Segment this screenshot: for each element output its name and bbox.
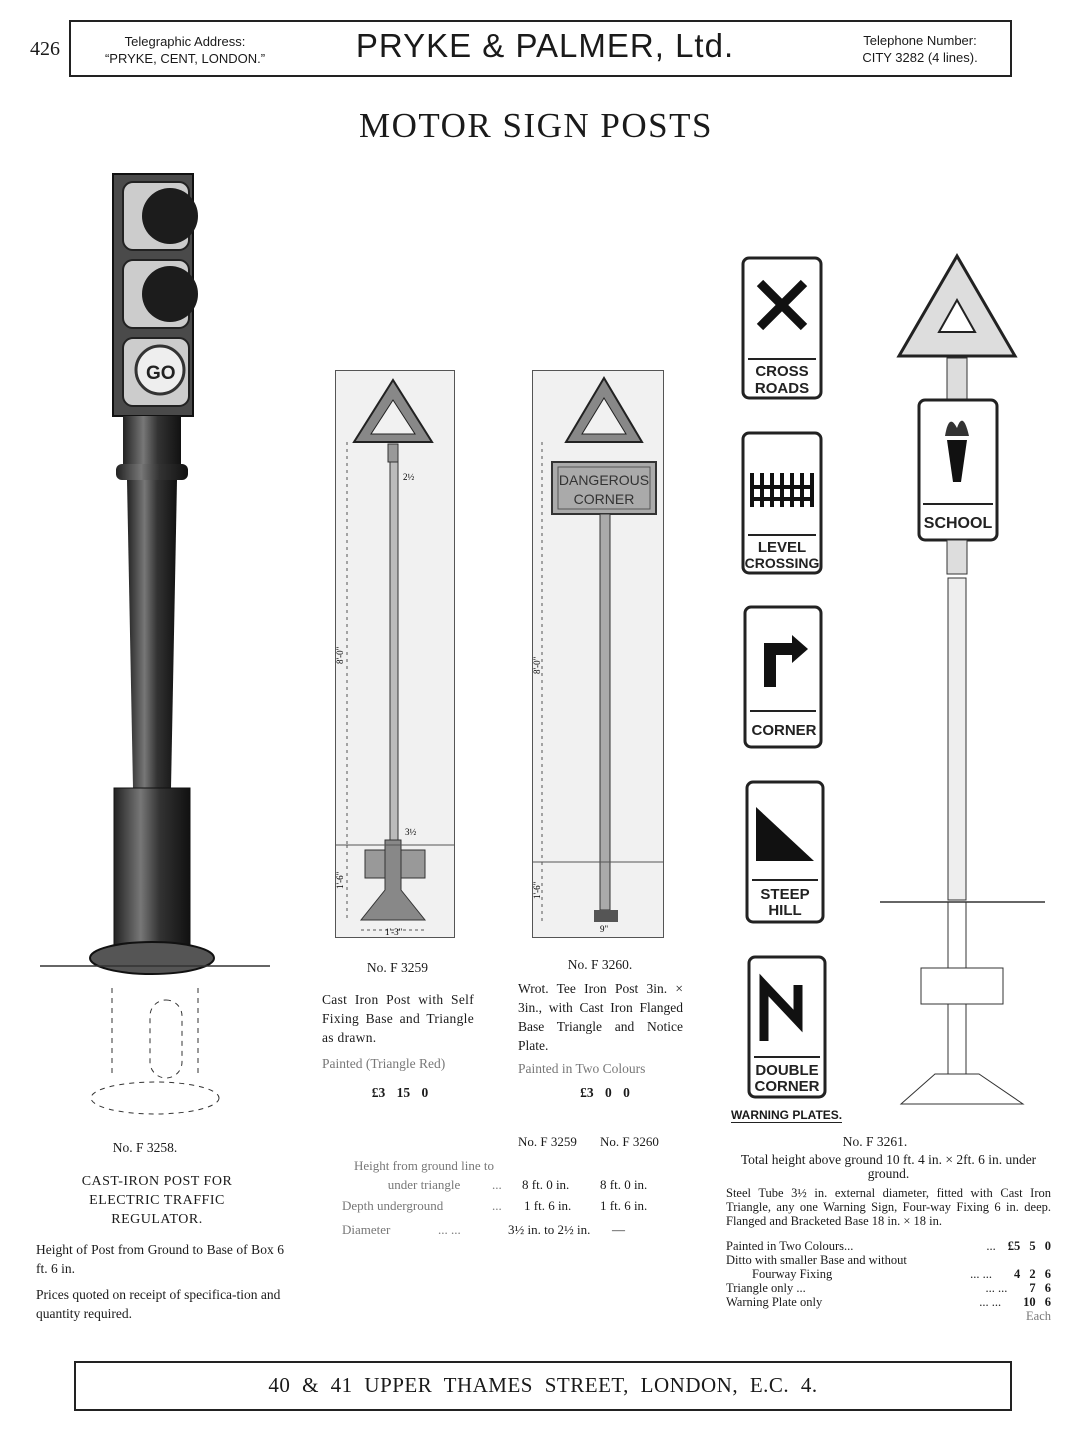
spec-row-v2: 1 ft. 6 in.	[600, 1198, 648, 1213]
cross-roads-text-1: CROSS	[755, 363, 809, 380]
spec-row-v2: 8 ft. 0 in.	[600, 1177, 648, 1192]
price-dots: ... ...	[985, 1281, 1008, 1295]
f3261-height: Total height above ground 10 ft. 4 in. × 2ft. 6 in. under ground.	[740, 1152, 1037, 1181]
dim-e2: 1'-6"	[532, 881, 542, 899]
telephone	[835, 32, 1005, 66]
f3259-number: No. F 3259	[366, 960, 429, 975]
sign-corner: CORNER	[573, 491, 635, 507]
page-number: 426	[30, 38, 60, 60]
dim-e1: 8'-0"	[532, 656, 542, 674]
spec-col2: No. F 3260	[600, 1134, 659, 1149]
spec-row-v2: —	[612, 1222, 625, 1237]
spec-row-dots: ...	[492, 1177, 502, 1192]
price-label: Triangle only ...	[726, 1281, 806, 1295]
telegraphic-address	[80, 33, 290, 67]
price-value: 4 2 6	[1014, 1267, 1051, 1281]
spec-col1: No. F 3259	[518, 1134, 577, 1149]
price-each: Each	[1026, 1309, 1051, 1323]
price-row	[726, 1253, 1051, 1267]
double-corner-text-2: CORNER	[754, 1078, 820, 1095]
f3259-drawing	[335, 370, 455, 938]
sign-dangerous: DANGEROUS	[558, 472, 650, 488]
price-value: £5 5 0	[1007, 1239, 1051, 1253]
f3260-paint: Painted in Two Colours	[518, 1061, 646, 1076]
level-crossing-text-2: CROSSING	[744, 555, 820, 571]
dim-d1: 2½	[403, 472, 415, 482]
dim-d3: 3½	[405, 827, 417, 837]
traffic-signal-illustration	[30, 168, 280, 1128]
price-label: Ditto with smaller Base and without	[726, 1253, 907, 1267]
f3260-desc: Wrot. Tee Iron Post 3in. × 3in., with Cast Iron Flanged Base Triangle and Notice Plate.	[518, 981, 683, 1053]
f3258-prices: Prices quoted on receipt of specifica-tion and quantity required.	[36, 1287, 281, 1321]
company-name: PRYKE & PALMER, Ltd.	[355, 27, 735, 64]
price-dots: ... ...	[970, 1267, 992, 1281]
f3258-title: CAST-IRON POST FOR ELECTRIC TRAFFIC REGULATOR.	[81, 1174, 233, 1227]
price-label: Warning Plate only	[726, 1295, 823, 1309]
price-dots: ...	[986, 1239, 996, 1253]
price-value: 7 6	[1029, 1281, 1051, 1295]
dim-d5: 1'-3"	[385, 927, 403, 937]
spec-row-height	[340, 1156, 676, 1198]
price-row	[726, 1267, 1051, 1281]
price-label: Painted in Two Colours...	[726, 1239, 854, 1253]
steep-hill-text-1: STEEP	[760, 886, 810, 903]
spec-row-dots: ... ...	[438, 1222, 461, 1237]
telephone-label: Telephone Number:	[863, 33, 977, 48]
f3261-desc: Steel Tube 3½ in. external diameter, fitted with Cast Iron Triangle, any one Warning Sign, Four-way Fixing 6 in. deep. Flanged and Bracketed Base 18 in. × 18 in.	[726, 1186, 1051, 1228]
f3261-number: No. F 3261.	[842, 1134, 908, 1149]
school-text: SCHOOL	[923, 515, 993, 532]
spec-row-label: Diameter	[342, 1222, 391, 1237]
spec-row-label: Depth underground	[342, 1198, 444, 1213]
page-title: MOTOR SIGN POSTS	[359, 106, 713, 145]
dim-e3: 9"	[600, 924, 609, 934]
price-row	[726, 1295, 1051, 1309]
spec-row-label: Height from ground line to under triangle	[353, 1158, 495, 1192]
spec-table-header	[340, 1134, 676, 1156]
price-row	[726, 1239, 1051, 1253]
price-label: Fourway Fixing	[752, 1267, 833, 1281]
spec-row-v1: 3½ in. to 2½ in.	[508, 1222, 591, 1237]
level-crossing-text-1: LEVEL	[757, 539, 807, 556]
price-value: 10 6	[1023, 1295, 1051, 1309]
spec-row-v1: 1 ft. 6 in.	[524, 1198, 572, 1213]
f3259-desc: Cast Iron Post with Self Fixing Base and Triangle as drawn.	[322, 992, 474, 1045]
telegraphic-value: “PRYKE, CENT, LONDON.”	[104, 51, 266, 66]
school-post-illustration	[875, 252, 1050, 1110]
steep-hill-text-2: HILL	[768, 902, 802, 919]
f3259-price: £3 15 0	[371, 1085, 429, 1100]
f3260-drawing	[532, 370, 664, 938]
warning-plates	[740, 255, 830, 1125]
spec-row-depth	[340, 1198, 676, 1222]
cross-roads-text-2: ROADS	[754, 380, 810, 397]
f3259-paint: Painted (Triangle Red)	[322, 1056, 446, 1071]
telegraphic-label: Telegraphic Address:	[124, 34, 246, 49]
f3258-height: Height of Post from Ground to Base of Box 6 ft. 6 in.	[36, 1242, 284, 1276]
spec-row-diameter	[340, 1222, 676, 1244]
footer-address: 40 & 41 UPPER THAMES STREET, LONDON, E.C. 4.	[268, 1373, 818, 1397]
price-row	[726, 1281, 1051, 1295]
spec-row-v1: 8 ft. 0 in.	[522, 1177, 570, 1192]
spec-row-dots: ...	[492, 1198, 502, 1213]
price-dots: ... ...	[979, 1295, 1002, 1309]
warning-plates-caption: WARNING PLATES.	[731, 1108, 843, 1122]
spec-table	[340, 1134, 676, 1244]
f3260-price: £3 0 0	[580, 1085, 630, 1100]
corner-text: CORNER	[751, 722, 817, 739]
dim-d2: 8'-0"	[335, 646, 345, 664]
f3261-price-list	[726, 1239, 1051, 1323]
double-corner-text-1: DOUBLE	[755, 1062, 819, 1079]
telephone-value: CITY 3282 (4 lines).	[862, 50, 978, 65]
dim-d4: 1'-6"	[335, 871, 345, 889]
f3258-number: No. F 3258.	[112, 1140, 178, 1155]
go-label: GO	[146, 363, 176, 384]
f3260-number: No. F 3260.	[567, 957, 633, 972]
